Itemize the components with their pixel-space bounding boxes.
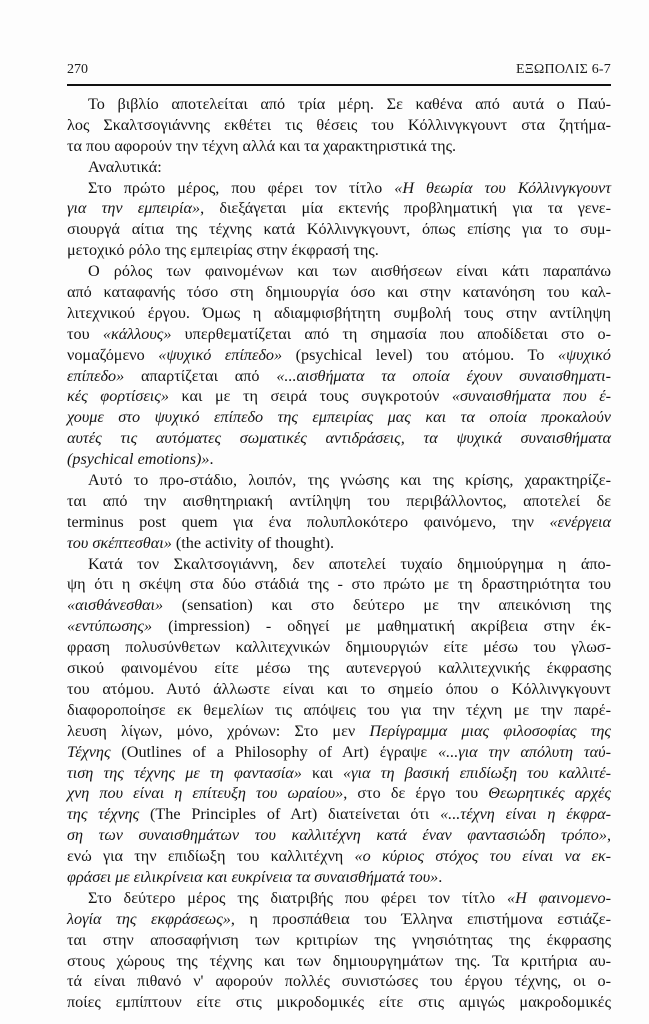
text-line: ται στην αποσαφήνιση των κριτιρίων της γνησιότητας της έκφρασης: [67, 930, 611, 949]
text-line: φραση πολυσύνθετων καλλιτεχνικών δημιουργιών είτε μέσω του γλωσ-: [67, 638, 611, 657]
italic-span: «Η θεωρία του Κόλλινγκγουντ: [394, 178, 611, 197]
text-line: από καταφανής τόσο στη δημιουργία όσο και στην κατανόηση του καλ-: [67, 283, 611, 302]
text-line: του σκέπτεσθαι» (the activity of thought).: [67, 533, 335, 552]
italic-span: Θεωρητικές αρχές: [488, 784, 611, 803]
body-text: [67, 94, 611, 1013]
text-line: ται από την αισθητηριακή αντίληψη του περιβάλλοντος, αποτελεί δε: [67, 491, 611, 510]
text-line: φράσει με ειλικρίνεια και ευκρίνεια τα συναισθήματά του».: [67, 867, 443, 886]
italic-span: «εντύπωσης»: [67, 617, 153, 636]
text-line: ποίες εμπίπτουν είτε στις μικροδομικές είτε στις αμιγώς μακροδομικές: [67, 993, 611, 1012]
text-line: νομαζόμενο «ψυχικό επίπεδο» (psychical level) του ατόμου. Το «ψυχικό: [67, 345, 611, 364]
italic-span: «...αισθήματα τα οποία έχουν συναισθηματι-: [276, 366, 611, 385]
text-line: (psychical emotions)».: [67, 450, 214, 469]
running-header: [67, 62, 611, 82]
text-line: Ο ρόλος των φαινομένων και των αισθήσεων είναι κάτι παραπάνω: [88, 262, 611, 281]
text-line: λος Σκαλτσογιάννης εκθέτει τις θέσεις του Κόλλινγκγουντ στα ζητήμα-: [67, 115, 611, 134]
italic-span: «αισθάνεσθαι»: [67, 596, 164, 615]
italic-span: για την εμπειρία»: [67, 199, 201, 218]
italic-span: «ο κύριος στόχος του είναι να εκ-: [354, 847, 611, 866]
text-line: τιση της τέχνης με τη φαντασία» και «για τη βασική επιδίωξη του καλλιτέ-: [67, 763, 611, 782]
italic-span: χουμε στο ψυχικό επίπεδο της εμπειρίας μας και τα οποία προκαλούν: [67, 408, 611, 427]
italic-span: αυτές τις αυτόματες σωματικές αντιδράσεις, τα ψυχικά συναισθήματα: [67, 429, 611, 448]
text-line: λιτεχνικού έργου. Όμως η αδιαμφισβήτητη συμβολή τους στην αντίληψη: [67, 303, 611, 322]
text-line: Στο δεύτερο μέρος της διατριβής που φέρει τον τίτλο «Η φαινομενο-: [88, 888, 611, 907]
text-line: του «κάλλους» υπερθεματίζεται από τη σημασία που αποδίδεται στο ο-: [67, 324, 611, 343]
italic-span: «ενέργεια: [549, 512, 611, 531]
text-line: διαφοροποίησε εκ θεμελίων τις απόψεις του για την τέχνη με την παρέ-: [67, 700, 611, 719]
text-line: terminus post quem για ένα πολυπλοκότερο φαινόμενο, την «ενέργεια: [67, 512, 611, 531]
text-line: επίπεδο» απαρτίζεται από «...αισθήματα τα οποία έχουν συναισθηματι-: [67, 366, 611, 385]
italic-span: λογία της εκφράσεως»: [67, 909, 231, 928]
italic-span: φράσει με ειλικρίνεια και ευκρίνεια τα συναισθήματά του»: [67, 867, 439, 886]
text-line: χνη που είναι η επίτευξη του ωραίου», στο δε έργο του Θεωρητικές αρχές: [67, 784, 611, 803]
text-line: λευση λίγων, μόνο, χρόνων: Στο μεν Περίγραμμα μιας φιλοσοφίας της: [67, 721, 611, 740]
text-line: σιουργά αίτια της τέχνης κατά Κόλλινγκγουντ, όπως επίσης για το συμ-: [67, 220, 611, 239]
text-line: [67, 407, 611, 428]
italic-span: «κάλλους»: [102, 324, 172, 343]
text-line: Στο πρώτο μέρος, που φέρει τον τίτλο «Η θεωρία του Κόλλινγκγουντ: [88, 178, 611, 197]
italic-span: της τέχνης: [67, 805, 140, 824]
text-line: Αναλυτικά:: [88, 157, 162, 176]
text-line: Τέχνης (Outlines of a Philosophy of Art) έγραψε «...για την απόλυτη ταύ-: [67, 742, 611, 761]
text-line: για την εμπειρία», διεξάγεται μία εκτενής προβληματική για τα γενε-: [67, 199, 611, 218]
header-rule: [67, 84, 611, 86]
text-line: σικού φαινομένου είτε μέσω της αυτενεργού καλλιτεχνικής έκφρασης: [67, 659, 611, 678]
italic-span: Τέχνης: [67, 742, 111, 761]
italic-span: χνη που είναι η επίτευξη του ωραίου»: [67, 784, 344, 803]
italic-span: «...για την απόλυτη ταύ-: [438, 742, 611, 761]
page-number: 270: [67, 62, 88, 77]
italic-span: «για τη βασική επιδίωξη του καλλιτέ-: [343, 763, 611, 782]
italic-span: ση των συναισθημάτων του καλλιτέχνη κατά έναν φαντασιώδη τρόπο»: [67, 826, 607, 845]
italic-span: «συναισθήματα που έ-: [451, 387, 612, 406]
text-line: «αισθάνεσθαι» (sensation) και στο δεύτερο με την απεικόνιση της: [67, 596, 611, 615]
text-line: στους χώρους της τέχνης και των δημιουργημάτων της. Τα κριτήρια αυ-: [67, 951, 611, 970]
text-line: τά είναι πιθανό ν' αφορούν πολλές συνιστώσες του έργου τέχνης, οι ο-: [67, 972, 611, 991]
text-line: κές φορτίσεις» και με τη σειρά τους συγκροτούν «συναισθήματα που έ-: [67, 387, 612, 406]
italic-span: κές φορτίσεις»: [67, 387, 169, 406]
journal-title: ΕΞΩΠΟΛΙΣ 6-7: [515, 62, 611, 77]
text-line: του ατόμου. Αυτό άλλωστε είναι και το σημείο όπου ο Κόλλινγκγουντ: [67, 679, 611, 698]
text-line: λογία της εκφράσεως», η προσπάθεια του Έλληνα επιστήμονα εστιάζε-: [67, 909, 611, 928]
italic-span: επίπεδο»: [67, 366, 125, 385]
text-line: Αυτό το προ-στάδιο, λοιπόν, της γνώσης και της κρίσης, χαρακτηρίζε-: [88, 471, 611, 490]
italic-span: «Η φαινομενο-: [506, 888, 611, 907]
text-line: Κατά τον Σκαλτσογιάννη, δεν αποτελεί τυχαίο δημιούργημα η άπο-: [88, 554, 611, 573]
italic-span: «ψυχικό: [557, 345, 611, 364]
text-line: ενώ για την επιδίωξη του καλλιτέχνη «ο κύριος στόχος του είναι να εκ-: [67, 847, 611, 866]
text-line: [67, 428, 611, 449]
text-line: «εντύπωσης» (impression) - οδηγεί με μαθηματική ακρίβεια στην έκ-: [67, 617, 611, 636]
text-line: ψη ότι η σκέψη στα δύο στάδιά της - στο πρώτο με τη δραστηριότητα του: [67, 575, 611, 594]
italic-span: του σκέπτεσθαι»: [67, 533, 172, 552]
text-line: τα που αφορούν την τέχνη αλλά και τα χαρακτηριστικά της.: [67, 136, 457, 155]
italic-span: (psychical emotions)»: [67, 450, 210, 469]
text-line: της τέχνης (The Principles of Art) διατείνεται ότι «...τέχνη είναι η έκφρα-: [67, 805, 611, 824]
italic-span: «...τέχνη είναι η έκφρα-: [440, 805, 611, 824]
text-line: Το βιβλίο αποτελείται από τρία μέρη. Σε καθένα από αυτά ο Παύ-: [88, 95, 611, 113]
italic-span: Περίγραμμα μιας φιλοσοφίας της: [369, 721, 611, 740]
text-line: μετοχικό ρόλο της εμπειρίας στην έκφρασή της.: [67, 241, 379, 260]
italic-span: «ψυχικό επίπεδο»: [158, 345, 283, 364]
italic-span: τιση της τέχνης με τη φαντασία»: [67, 763, 302, 782]
text-line: ση των συναισθημάτων του καλλιτέχνη κατά έναν φαντασιώδη τρόπο»,: [67, 826, 611, 845]
